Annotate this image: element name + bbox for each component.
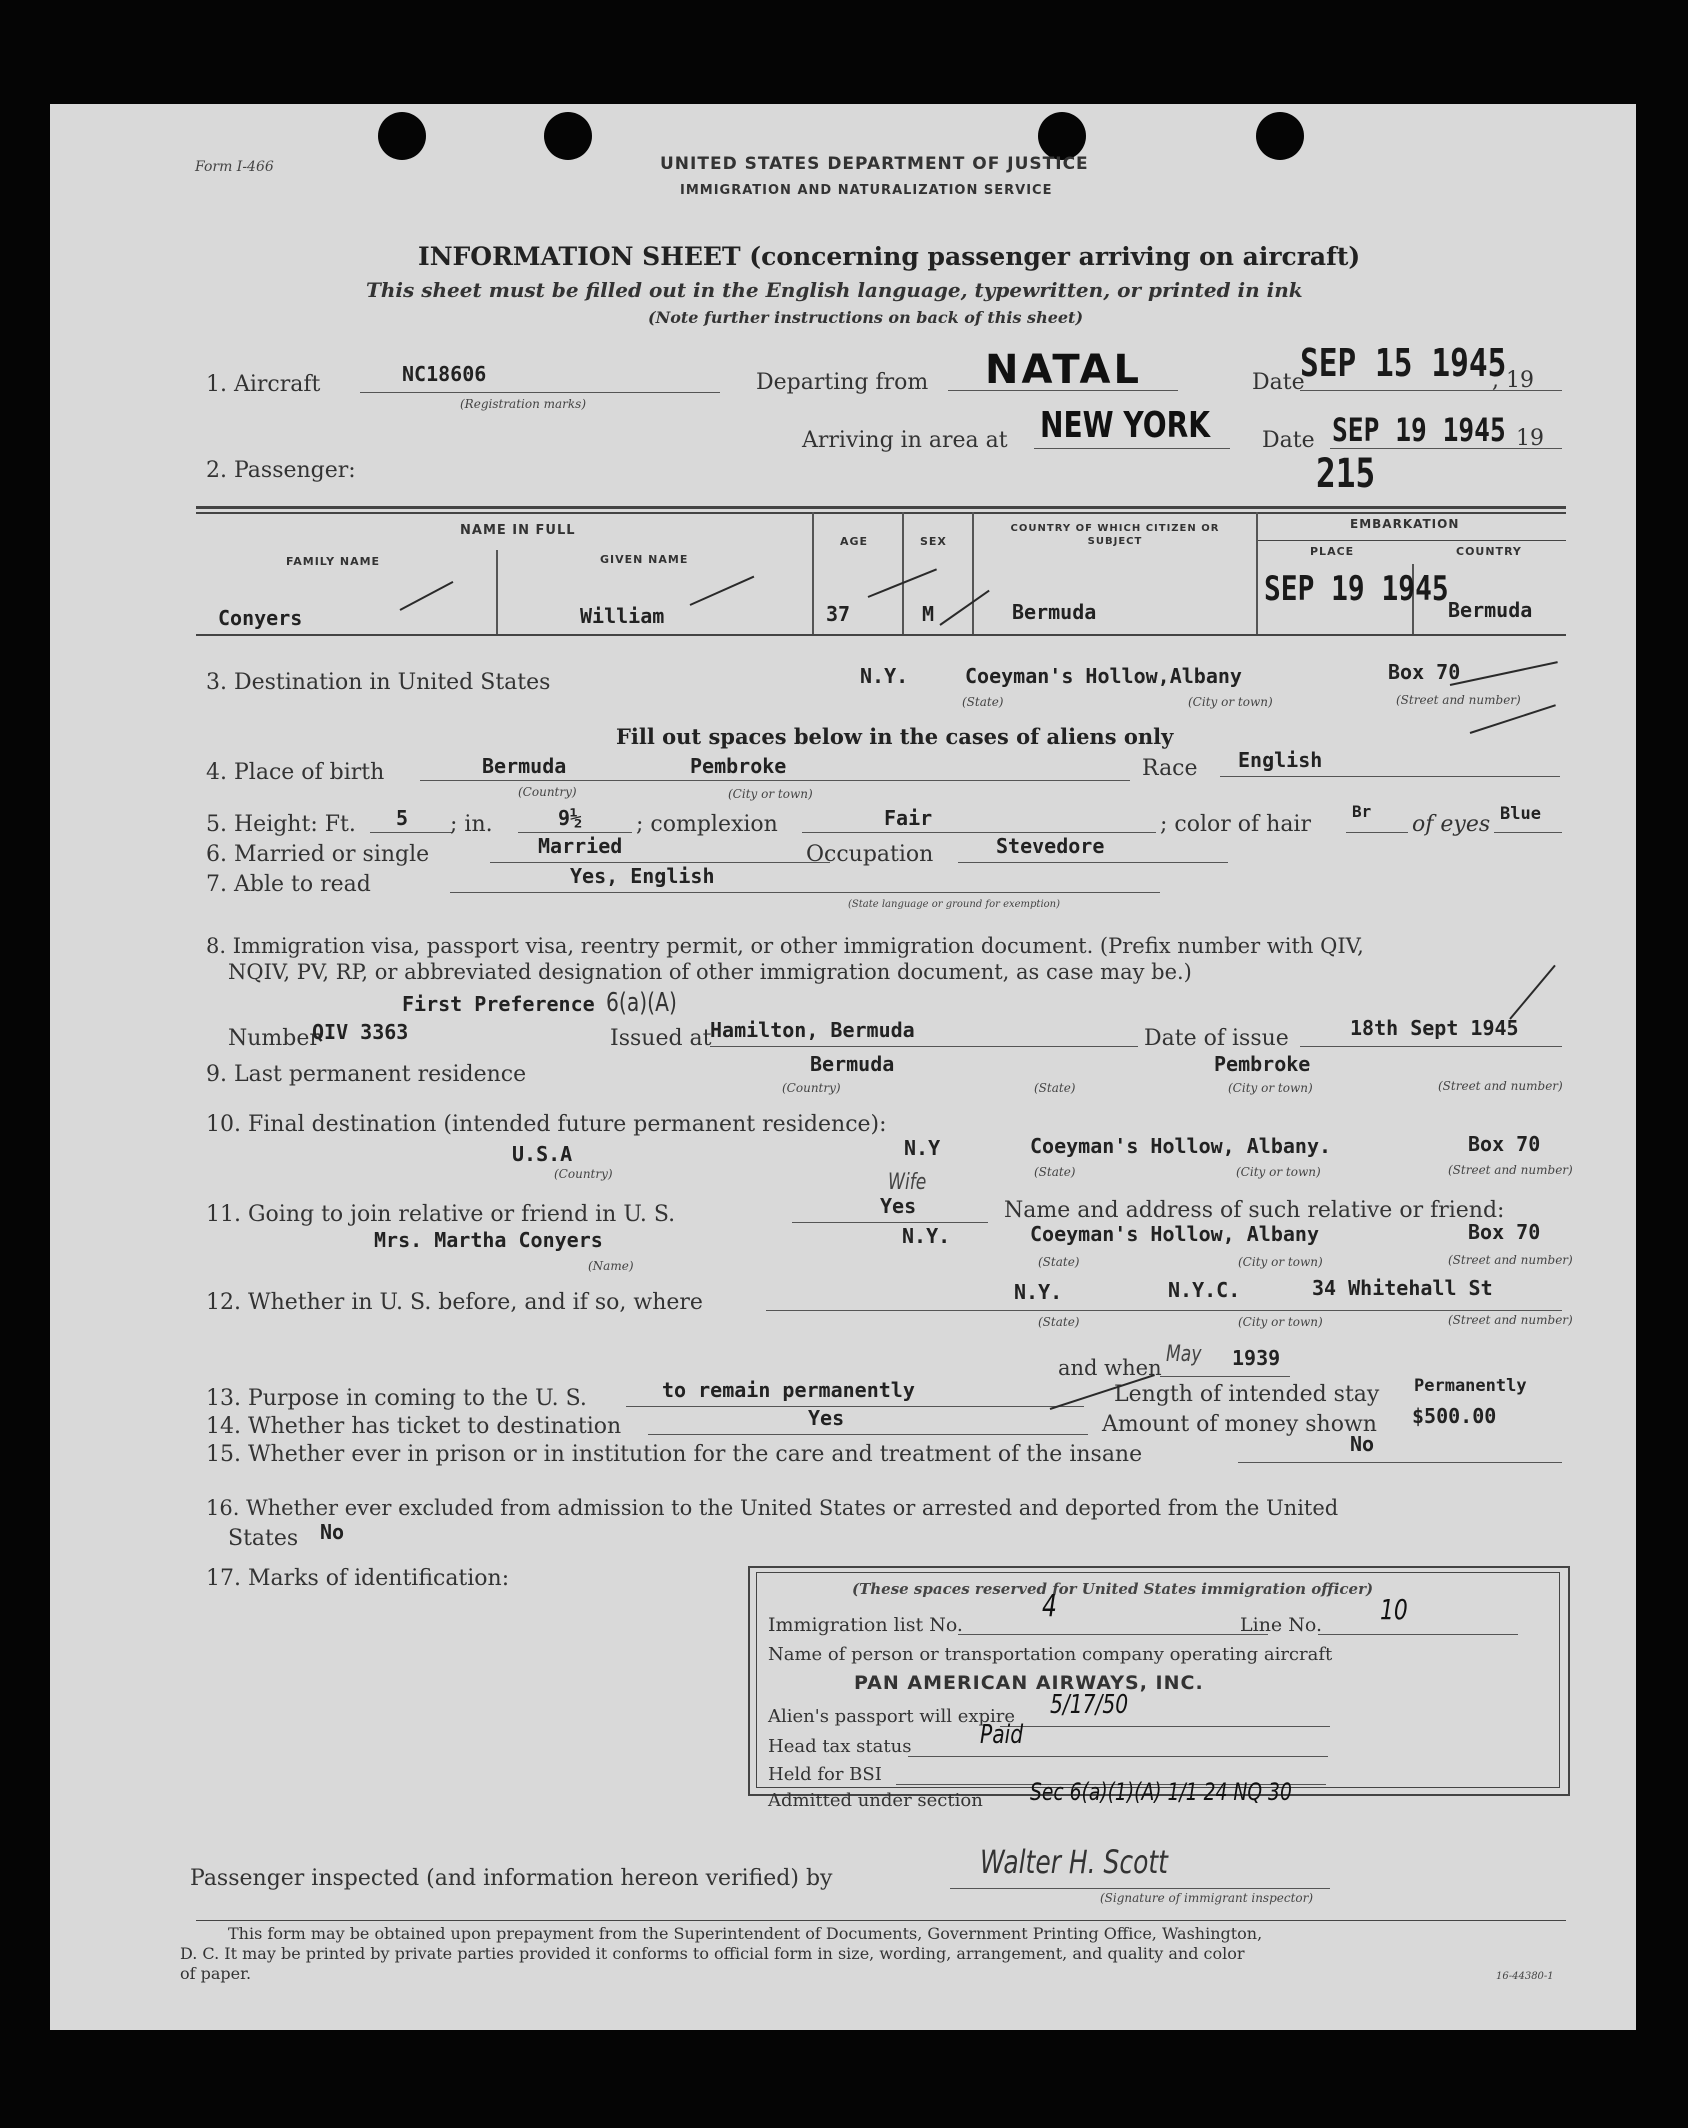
- complexion-value: Fair: [884, 806, 933, 830]
- visa-preference-annotation: 6(a)(A): [606, 988, 677, 1018]
- race-value: English: [1238, 748, 1323, 772]
- sheet-instruction: This sheet must be filled out in the English language, typewritten, or printed in ink: [366, 278, 1303, 302]
- check-mark: [1470, 704, 1556, 734]
- residence-country-caption: (Country): [782, 1081, 841, 1095]
- sex-value: M: [922, 602, 935, 626]
- visa-number: QIV 3363: [312, 1020, 409, 1044]
- check-mark: [690, 576, 755, 606]
- hair-value: Br: [1352, 802, 1372, 821]
- residence-street-caption: (Street and number): [1438, 1079, 1563, 1093]
- final-dest-city-caption: (City or town): [1236, 1165, 1321, 1179]
- final-dest-street: Box 70: [1468, 1132, 1541, 1156]
- residence-city: Pembroke: [1214, 1052, 1311, 1076]
- check-mark: [1509, 965, 1556, 1020]
- footer-line3: of paper.: [180, 1964, 252, 1983]
- header-age: AGE: [840, 535, 869, 548]
- residence-label: 9. Last permanent residence: [206, 1062, 527, 1087]
- residence-city-caption: (City or town): [1228, 1081, 1313, 1095]
- manifest-number-stamp: 215: [1316, 451, 1376, 497]
- purpose-label: 13. Purpose in coming to the U. S.: [206, 1386, 587, 1411]
- final-dest-country: U.S.A: [512, 1142, 573, 1166]
- relative-city-caption: (City or town): [1238, 1255, 1323, 1269]
- check-mark: [400, 581, 454, 611]
- occupation-value: Stevedore: [996, 834, 1105, 858]
- header-family-name: FAMILY NAME: [286, 555, 381, 568]
- read-caption: (State language or ground for exemption): [848, 899, 1061, 910]
- relative-state-caption: (State): [1038, 1255, 1080, 1269]
- line-number-label: Line No.: [1240, 1614, 1322, 1636]
- purpose-value: to remain permanently: [662, 1378, 915, 1402]
- excluded-label-line2: States: [228, 1526, 299, 1551]
- family-name-value: Conyers: [218, 606, 303, 630]
- married-label: 6. Married or single: [206, 842, 430, 867]
- check-mark: [1450, 661, 1558, 686]
- aircraft-registration-caption: (Registration marks): [460, 397, 587, 411]
- final-dest-state-caption: (State): [1034, 1165, 1076, 1179]
- prison-value: No: [1350, 1432, 1375, 1456]
- company-label: Name of person or transportation company operating aircraft: [768, 1644, 1333, 1665]
- final-dest-city: Coeyman's Hollow, Albany.: [1030, 1134, 1332, 1158]
- sheet-title: INFORMATION SHEET (concerning passenger arriving on aircraft): [418, 242, 1361, 271]
- length-label: Length of intended stay: [1114, 1382, 1380, 1407]
- head-tax-value: Paid: [980, 1720, 1024, 1750]
- money-value: $500.00: [1412, 1404, 1497, 1428]
- birth-city: Pembroke: [690, 754, 787, 778]
- relative-street: Box 70: [1468, 1220, 1541, 1244]
- arrival-date-stamp: SEP 19 1945: [1332, 411, 1506, 449]
- before-city-caption: (City or town): [1238, 1315, 1323, 1329]
- height-feet: 5: [396, 806, 409, 830]
- check-mark: [939, 590, 989, 626]
- punch-hole: [378, 112, 426, 160]
- department-name: UNITED STATES DEPARTMENT OF JUSTICE: [660, 154, 1089, 174]
- departure-date-stamp: SEP 15 1945: [1300, 341, 1507, 385]
- relative-street-caption: (Street and number): [1448, 1253, 1573, 1267]
- destination-street-caption: (Street and number): [1396, 693, 1521, 707]
- birth-country: Bermuda: [482, 754, 567, 778]
- relative-name-label: Name and address of such relative or friend:: [1004, 1198, 1505, 1223]
- punch-hole: [1038, 112, 1086, 160]
- inspector-signature: Walter H. Scott: [980, 1843, 1168, 1881]
- before-street: 34 Whitehall St: [1312, 1276, 1493, 1300]
- visa-date-label: Date of issue: [1144, 1026, 1289, 1051]
- header-country-citizen: COUNTRY OF WHICH CITIZEN OR SUBJECT: [1010, 523, 1220, 547]
- header-emb-country: COUNTRY: [1456, 545, 1522, 558]
- ticket-value: Yes: [808, 1406, 845, 1430]
- relative-city: Coeyman's Hollow, Albany: [1030, 1222, 1319, 1246]
- before-when-annotation: May: [1166, 1342, 1202, 1367]
- admitted-section-label: Admitted under section: [768, 1790, 983, 1811]
- passport-expire-label: Alien's passport will expire: [768, 1706, 1016, 1727]
- visa-preference: First Preference: [402, 992, 595, 1016]
- married-value: Married: [538, 834, 623, 858]
- passenger-label: 2. Passenger:: [206, 458, 356, 483]
- destination-label: 3. Destination in United States: [206, 670, 551, 695]
- hair-label: ; color of hair: [1160, 812, 1311, 837]
- birth-country-caption: (Country): [518, 785, 577, 799]
- arriving-value: NEW YORK: [1040, 405, 1211, 446]
- occupation-label: Occupation: [806, 842, 934, 867]
- before-when-label: and when: [1058, 1356, 1162, 1380]
- visa-issued-label: Issued at: [610, 1026, 712, 1051]
- footer-code: 16-44380-1: [1496, 1971, 1554, 1982]
- admitted-section-value: Sec 6(a)(1)(A) 1/1 24 NQ 30: [1030, 1778, 1292, 1806]
- final-dest-label: 10. Final destination (intended future permanent residence):: [206, 1112, 887, 1137]
- arriving-label: Arriving in area at: [802, 428, 1008, 453]
- height-inches: 9½: [558, 806, 583, 830]
- before-state-caption: (State): [1038, 1315, 1080, 1329]
- footer-line2: D. C. It may be printed by private parties provided it conforms to official form in size, wording, arrangement, and quality and color: [180, 1944, 1245, 1963]
- punch-hole: [544, 112, 592, 160]
- before-street-caption: (Street and number): [1448, 1313, 1573, 1327]
- complexion-label: ; complexion: [636, 812, 778, 837]
- line-number-value: 10: [1380, 1593, 1408, 1626]
- before-when: 1939: [1232, 1346, 1281, 1370]
- departure-year-suffix: , 19: [1492, 368, 1534, 393]
- embarkation-date-stamp: SEP 19 1945: [1264, 569, 1449, 609]
- length-value: Permanently: [1414, 1376, 1527, 1396]
- relative-label: 11. Going to join relative or friend in U. S.: [206, 1202, 676, 1227]
- inspector-signature-caption: (Signature of immigrant inspector): [1100, 1891, 1314, 1905]
- passport-expire-value: 5/17/50: [1050, 1690, 1129, 1720]
- visa-label-line2: NQIV, PV, RP, or abbreviated designation of other immigration document, as case may be.): [228, 960, 1192, 984]
- prison-label: 15. Whether ever in prison or in institution for the care and treatment of the insane: [206, 1442, 1143, 1467]
- destination-street: Box 70: [1388, 660, 1461, 684]
- read-value: Yes, English: [570, 864, 715, 888]
- before-label: 12. Whether in U. S. before, and if so, where: [206, 1290, 703, 1315]
- header-place: PLACE: [1310, 545, 1355, 558]
- birth-city-caption: (City or town): [728, 787, 813, 801]
- relative-name-caption: (Name): [588, 1259, 634, 1273]
- inspection-label: Passenger inspected (and information hereon verified) by: [190, 1866, 833, 1891]
- citizenship-value: Bermuda: [1012, 600, 1097, 624]
- office-box-heading: (These spaces reserved for United States immigration officer): [852, 1580, 1374, 1598]
- eyes-value: Blue: [1500, 804, 1541, 824]
- relative-state: N.Y.: [902, 1224, 951, 1248]
- height-inches-label: ; in.: [450, 812, 493, 837]
- aircraft-label: 1. Aircraft: [206, 372, 321, 397]
- destination-city: Coeyman's Hollow,Albany: [965, 664, 1242, 688]
- ticket-label: 14. Whether has ticket to destination: [206, 1414, 622, 1439]
- destination-state-caption: (State): [962, 695, 1004, 709]
- form-sheet: [50, 104, 1636, 2030]
- visa-number-label: Number: [228, 1026, 320, 1051]
- visa-issued-at: Hamilton, Bermuda: [710, 1018, 915, 1042]
- destination-city-caption: (City or town): [1188, 695, 1273, 709]
- immigration-list-label: Immigration list No.: [768, 1614, 963, 1636]
- age-value: 37: [826, 602, 851, 626]
- birth-label: 4. Place of birth: [206, 760, 385, 785]
- final-dest-state: N.Y: [904, 1136, 941, 1160]
- excluded-value: No: [320, 1520, 345, 1544]
- held-bsi-label: Held for BSI: [768, 1764, 882, 1785]
- final-dest-country-caption: (Country): [554, 1167, 613, 1181]
- residence-country: Bermuda: [810, 1052, 895, 1076]
- money-label: Amount of money shown: [1102, 1412, 1377, 1437]
- arrival-year-suffix: 19: [1516, 426, 1544, 451]
- punch-hole: [1256, 112, 1304, 160]
- visa-date: 18th Sept 1945: [1350, 1016, 1519, 1040]
- before-city: N.Y.C.: [1168, 1278, 1241, 1302]
- visa-label-line1: 8. Immigration visa, passport visa, reentry permit, or other immigration document. (Prefix number with QIV,: [206, 934, 1364, 958]
- arrival-date-label: Date: [1262, 428, 1315, 453]
- race-label: Race: [1142, 756, 1198, 781]
- given-name-value: William: [580, 604, 665, 628]
- header-sex: SEX: [920, 535, 947, 548]
- head-tax-label: Head tax status: [768, 1736, 912, 1757]
- relative-annotation: Wife: [888, 1170, 927, 1195]
- header-embarkation: EMBARKATION: [1350, 517, 1460, 531]
- departing-label: Departing from: [756, 370, 929, 395]
- aircraft-registration: NC18606: [402, 362, 487, 386]
- company-value: PAN AMERICAN AIRWAYS, INC.: [854, 1672, 1204, 1694]
- eyes-label: of eyes: [1412, 812, 1491, 837]
- service-name: IMMIGRATION AND NATURALIZATION SERVICE: [680, 183, 1053, 198]
- residence-state-caption: (State): [1034, 1081, 1076, 1095]
- before-state: N.Y.: [1014, 1280, 1063, 1304]
- immigration-list-number: 4: [1042, 1589, 1057, 1624]
- sheet-note: (Note further instructions on back of this sheet): [648, 308, 1084, 327]
- form-number: Form I-466: [195, 159, 274, 175]
- header-given-name: GIVEN NAME: [600, 553, 689, 566]
- header-name-in-full: NAME IN FULL: [460, 523, 576, 538]
- final-dest-street-caption: (Street and number): [1448, 1163, 1573, 1177]
- departing-value: NATAL: [985, 347, 1142, 393]
- destination-state: N.Y.: [860, 664, 909, 688]
- footer-line1: This form may be obtained upon prepayment from the Superintendent of Documents, Government Printing Office, Washington,: [228, 1924, 1263, 1943]
- departure-date-label: Date: [1252, 370, 1305, 395]
- height-label: 5. Height: Ft.: [206, 812, 356, 837]
- marks-label: 17. Marks of identification:: [206, 1566, 510, 1591]
- read-label: 7. Able to read: [206, 872, 371, 897]
- excluded-label-line1: 16. Whether ever excluded from admission to the United States or arrested and deported from the United: [206, 1496, 1339, 1520]
- embarkation-country-value: Bermuda: [1448, 598, 1533, 622]
- relative-name: Mrs. Martha Conyers: [374, 1228, 603, 1252]
- aliens-heading: Fill out spaces below in the cases of aliens only: [616, 724, 1174, 749]
- relative-value: Yes: [880, 1194, 917, 1218]
